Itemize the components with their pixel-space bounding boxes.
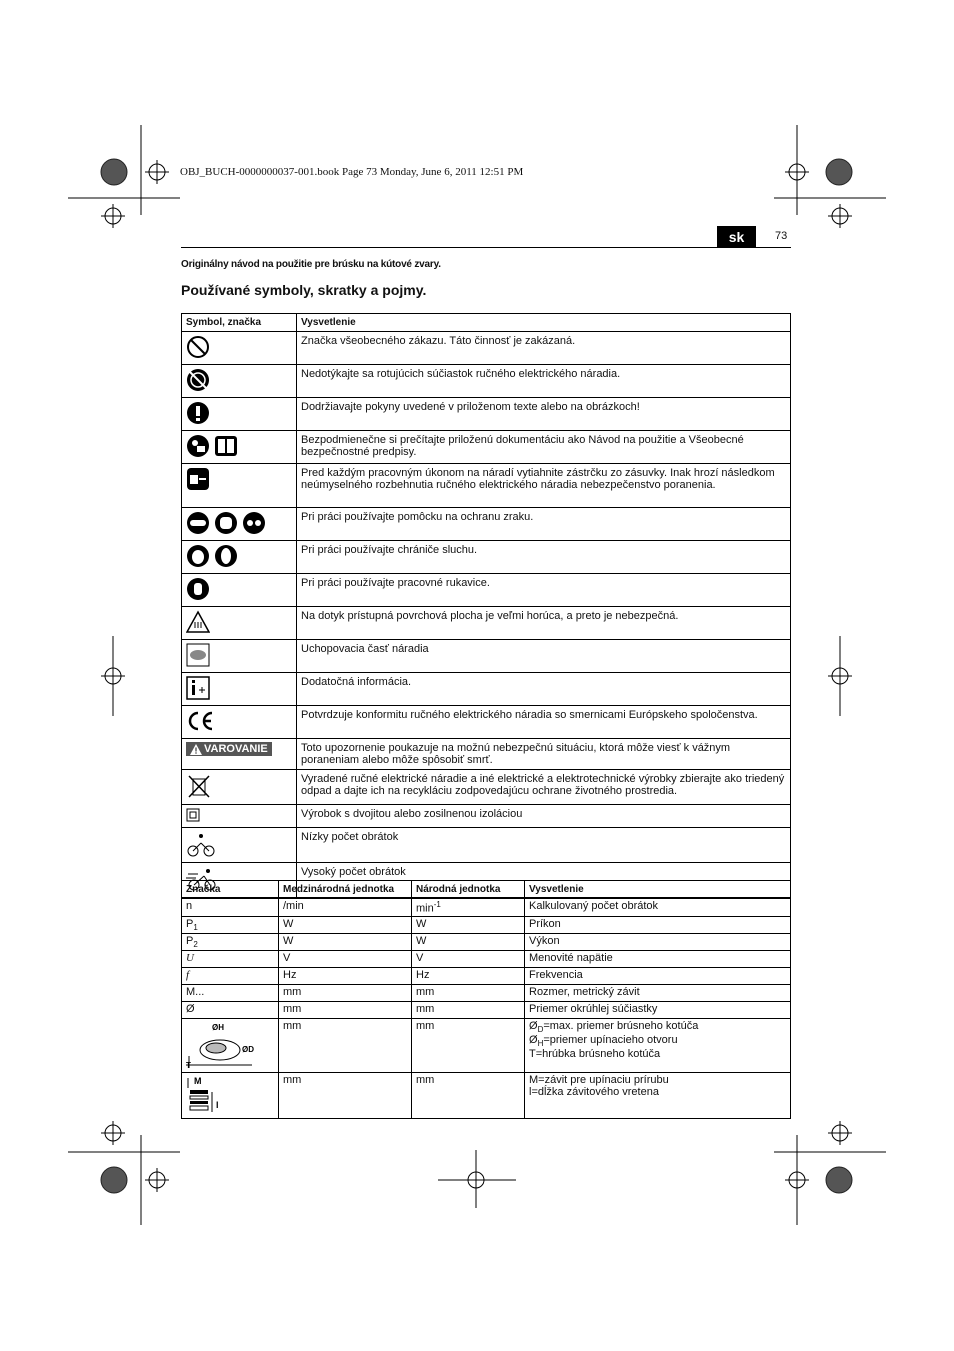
sign-text: Ø bbox=[186, 1003, 195, 1016]
intl-unit-cell: mm bbox=[279, 1019, 412, 1073]
intl-unit-cell: W bbox=[279, 916, 412, 933]
national-unit-cell bbox=[412, 933, 525, 950]
national-unit-text: Hz bbox=[416, 969, 430, 982]
explanation-cell bbox=[525, 1002, 791, 1019]
explanation-line bbox=[529, 1020, 786, 1034]
sign-cell bbox=[182, 933, 279, 950]
symbol-cell bbox=[182, 706, 297, 739]
explanation-cell: Nedotýkajte sa rotujúcich súčiastok ručného elektrického náradia. bbox=[297, 365, 791, 398]
explanation-cell: Vyradené ručné elektrické náradie a iné elektrické a elektrotechnické výrobky zbierajte ako triedený odpad a dajte ich na recykláciu zodpovedajúcu ochrane životného prostredia. bbox=[297, 770, 791, 805]
col-header-intl-unit: Medzinárodná jednotka bbox=[279, 881, 412, 899]
explanation-cell: Potvrdzuje konformitu ručného elektrického náradia so smernicami Európskeho spoločenstva. bbox=[297, 706, 791, 739]
explanation-cell: Dodatočná informácia. bbox=[297, 673, 791, 706]
national-unit-cell bbox=[412, 1002, 525, 1019]
explanation-cell: Pred každým pracovným úkonom na náradí vytiahnite zástrčku zo zásuvky. Inak hrozí následkom neúmyselného rozbehnutia ručného elektrického náradia nebezpečenstvo poranenia. bbox=[297, 464, 791, 508]
sign-subscript: 2 bbox=[193, 940, 198, 950]
explanation-line bbox=[529, 1048, 786, 1060]
safety-glasses-icon bbox=[242, 511, 266, 538]
explanation-pre: Ø bbox=[529, 1034, 538, 1047]
explanation-post: =priemer upínacieho otvoru bbox=[543, 1034, 678, 1047]
disc-dimensions-icon bbox=[186, 1023, 258, 1071]
warning-label-icon bbox=[186, 742, 272, 756]
explanation-cell bbox=[525, 985, 791, 1002]
sign-cell bbox=[182, 968, 279, 985]
symbol-row bbox=[182, 739, 791, 770]
symbol-cell bbox=[182, 640, 297, 673]
explanation-cell: Uchopovacia časť náradia bbox=[297, 640, 791, 673]
national-unit-text: mm bbox=[416, 1074, 435, 1087]
sign-text: n bbox=[186, 900, 193, 912]
intl-unit-cell: /min bbox=[279, 899, 412, 917]
sign-cell bbox=[182, 985, 279, 1002]
ce-mark-icon bbox=[186, 709, 214, 736]
double-insulation-icon bbox=[186, 808, 200, 825]
face-shield-icon bbox=[214, 511, 238, 538]
col-header-explanation: Vysvetlenie bbox=[297, 314, 791, 332]
unit-row bbox=[182, 916, 791, 933]
explanation-cell: Na dotyk prístupná povrchová plocha je veľmi horúca, a preto je nebezpečná. bbox=[297, 607, 791, 640]
symbol-row bbox=[182, 464, 791, 508]
unplug-icon bbox=[186, 467, 210, 494]
explanation-line: M=závit pre upínaciu prírubu bbox=[529, 1074, 669, 1087]
symbol-row bbox=[182, 706, 791, 739]
explanation-pre: Ø bbox=[529, 1020, 538, 1033]
explanation-cell bbox=[525, 968, 791, 985]
explanation-cell bbox=[525, 899, 791, 917]
symbol-row bbox=[182, 541, 791, 574]
sign-text: P bbox=[186, 917, 194, 930]
grip-surface-icon bbox=[186, 643, 210, 670]
unit-row bbox=[182, 1073, 791, 1119]
symbol-cell bbox=[182, 828, 297, 863]
col-header-sign: Značka bbox=[182, 881, 279, 899]
unit-row bbox=[182, 1002, 791, 1019]
national-unit-cell bbox=[412, 985, 525, 1002]
explanation-line: Menovité napätie bbox=[529, 952, 613, 965]
explanation-cell: Pri práci používajte pracovné rukavice. bbox=[297, 574, 791, 607]
intl-unit-cell: Hz bbox=[279, 968, 412, 985]
symbol-row bbox=[182, 805, 791, 828]
symbol-cell bbox=[182, 464, 297, 508]
low-speed-icon bbox=[186, 831, 216, 860]
symbol-row bbox=[182, 332, 791, 365]
sign-text: U bbox=[186, 952, 194, 965]
national-unit-text: mm bbox=[416, 986, 435, 999]
intl-unit-cell: W bbox=[279, 933, 412, 950]
symbol-row bbox=[182, 607, 791, 640]
symbol-row bbox=[182, 770, 791, 805]
explanation-line: Rozmer, metrický závit bbox=[529, 986, 640, 999]
sign-text: M... bbox=[186, 986, 205, 999]
national-unit-cell bbox=[412, 1073, 525, 1119]
explanation-line: Kalkulovaný počet obrátok bbox=[529, 900, 659, 912]
explanation-cell: Pri práci používajte chrániče sluchu. bbox=[297, 541, 791, 574]
explanation-subscript: H bbox=[537, 1039, 544, 1049]
symbol-cell bbox=[182, 739, 297, 770]
goggles-icon bbox=[186, 511, 210, 538]
explanation-cell: Dodržiavajte pokyny uvedené v priloženom texte alebo na obrázkoch! bbox=[297, 398, 791, 431]
intl-unit-cell: mm bbox=[279, 1002, 412, 1019]
explanation-line bbox=[529, 1034, 786, 1048]
print-info-line: OBJ_BUCH-0000000037-001.book Page 73 Monday, June 6, 2011 12:51 PM bbox=[180, 166, 524, 178]
symbol-cell bbox=[182, 398, 297, 431]
unit-row bbox=[182, 985, 791, 1002]
national-unit-cell bbox=[412, 899, 525, 917]
national-unit-cell bbox=[412, 951, 525, 968]
language-tab: sk bbox=[717, 226, 756, 248]
symbol-row bbox=[182, 828, 791, 863]
prohibition-icon bbox=[186, 335, 210, 362]
col-header-symbol: Symbol, značka bbox=[182, 314, 297, 332]
national-unit-cell bbox=[412, 916, 525, 933]
hot-surface-icon bbox=[186, 610, 210, 637]
explanation-cell bbox=[525, 1019, 791, 1073]
explanation-subscript: D bbox=[537, 1025, 544, 1035]
symbol-cell bbox=[182, 770, 297, 805]
col-header-explanation: Vysvetlenie bbox=[525, 881, 791, 899]
explanation-line: Príkon bbox=[529, 917, 561, 930]
symbol-row bbox=[182, 673, 791, 706]
header-rule bbox=[181, 247, 791, 248]
diagram-label-thread: M bbox=[194, 1076, 202, 1087]
explanation-cell: Nízky počet obrátok bbox=[297, 828, 791, 863]
manual-subtitle: Originálny návod na použitie pre brúsku na kútové zvary. bbox=[181, 259, 441, 270]
explanation-cell: Bezpodmienečne si prečítajte priloženú dokumentáciu ako Návod na použitie a Všeobecné bezpečnostné predpisy. bbox=[297, 431, 791, 464]
do-not-touch-rotating-icon bbox=[186, 368, 210, 395]
sign-cell bbox=[182, 916, 279, 933]
explanation-cell: Pri práci používajte pomôcku na ochranu zraku. bbox=[297, 508, 791, 541]
sign-cell bbox=[182, 899, 279, 917]
explanation-post: =max. priemer brúsneho kotúča bbox=[543, 1020, 699, 1033]
symbol-row bbox=[182, 508, 791, 541]
symbol-cell bbox=[182, 431, 297, 464]
read-manual-icon bbox=[186, 434, 210, 461]
explanation-line: Frekvencia bbox=[529, 969, 583, 982]
explanation-cell: Výrobok s dvojitou alebo zosilnenou izoláciou bbox=[297, 805, 791, 828]
symbol-cell bbox=[182, 607, 297, 640]
symbol-cell bbox=[182, 574, 297, 607]
symbol-row bbox=[182, 574, 791, 607]
sign-cell bbox=[182, 1019, 279, 1073]
warning-label-text: VAROVANIE bbox=[204, 743, 268, 755]
ear-muffs-icon bbox=[214, 544, 238, 571]
diagram-label-diameter: ØD bbox=[242, 1045, 254, 1055]
intl-unit-cell: V bbox=[279, 951, 412, 968]
ear-protection-icon bbox=[186, 544, 210, 571]
explanation-line: Výkon bbox=[529, 934, 560, 947]
symbol-cell bbox=[182, 673, 297, 706]
sign-text: f bbox=[186, 969, 190, 982]
explanation-cell: Toto upozornenie poukazuje na možnú nebezpečnú situáciu, ktorá môže viesť k vážnym poraneniam alebo môže spôsobiť smrť. bbox=[297, 739, 791, 770]
units-table bbox=[181, 880, 791, 1119]
explanation-line: l=dĺžka závitového vretena bbox=[529, 1086, 659, 1099]
unit-row bbox=[182, 1019, 791, 1073]
explanation-cell bbox=[525, 933, 791, 950]
symbol-cell bbox=[182, 332, 297, 365]
exclamation-icon bbox=[186, 401, 210, 428]
sign-cell bbox=[182, 951, 279, 968]
explanation-cell bbox=[525, 951, 791, 968]
unit-row bbox=[182, 968, 791, 985]
sign-cell bbox=[182, 1073, 279, 1119]
symbol-cell bbox=[182, 365, 297, 398]
diagram-label-length: l bbox=[216, 1100, 219, 1111]
explanation-cell bbox=[525, 1073, 791, 1119]
weee-bin-icon bbox=[186, 773, 212, 802]
national-unit-text: mm bbox=[416, 1003, 435, 1016]
sign-text: P bbox=[186, 934, 194, 947]
diagram-label-thickness: T bbox=[186, 1061, 191, 1069]
national-unit-text: W bbox=[416, 917, 427, 930]
national-unit-text: V bbox=[416, 952, 424, 965]
intl-unit-cell: mm bbox=[279, 1073, 412, 1119]
book-icon bbox=[214, 434, 238, 461]
national-unit-cell bbox=[412, 1019, 525, 1073]
unit-row bbox=[182, 933, 791, 950]
explanation-cell bbox=[525, 916, 791, 933]
unit-row bbox=[182, 899, 791, 917]
info-icon bbox=[186, 676, 210, 703]
col-header-national-unit: Národná jednotka bbox=[412, 881, 525, 899]
unit-row bbox=[182, 951, 791, 968]
national-unit-text: W bbox=[416, 934, 427, 947]
section-heading: Používané symboly, skratky a pojmy. bbox=[181, 282, 427, 298]
explanation-pre: T=hrúbka brúsneho kotúča bbox=[529, 1048, 661, 1061]
symbols-table bbox=[181, 313, 791, 898]
unit-superscript: -1 bbox=[433, 900, 441, 909]
explanation-cell: Vysoký počet obrátok bbox=[297, 863, 791, 898]
explanation-line: Priemer okrúhlej súčiastky bbox=[529, 1003, 658, 1016]
page-number: 73 bbox=[775, 230, 788, 242]
diagram-label-bore: ØH bbox=[212, 1023, 224, 1033]
symbol-row bbox=[182, 431, 791, 464]
sign-cell bbox=[182, 1002, 279, 1019]
national-unit-cell bbox=[412, 968, 525, 985]
symbol-row bbox=[182, 398, 791, 431]
thread-spindle-icon bbox=[186, 1076, 226, 1117]
sign-subscript: 1 bbox=[193, 922, 198, 932]
symbol-cell bbox=[182, 805, 297, 828]
explanation-cell: Značka všeobecného zákazu. Táto činnosť je zakázaná. bbox=[297, 332, 791, 365]
symbol-cell bbox=[182, 541, 297, 574]
intl-unit-cell: mm bbox=[279, 985, 412, 1002]
gloves-icon bbox=[186, 577, 210, 604]
symbol-row bbox=[182, 365, 791, 398]
national-unit-text: mm bbox=[416, 1020, 435, 1033]
symbol-row bbox=[182, 640, 791, 673]
symbol-cell bbox=[182, 508, 297, 541]
national-unit-text: min bbox=[416, 902, 434, 915]
